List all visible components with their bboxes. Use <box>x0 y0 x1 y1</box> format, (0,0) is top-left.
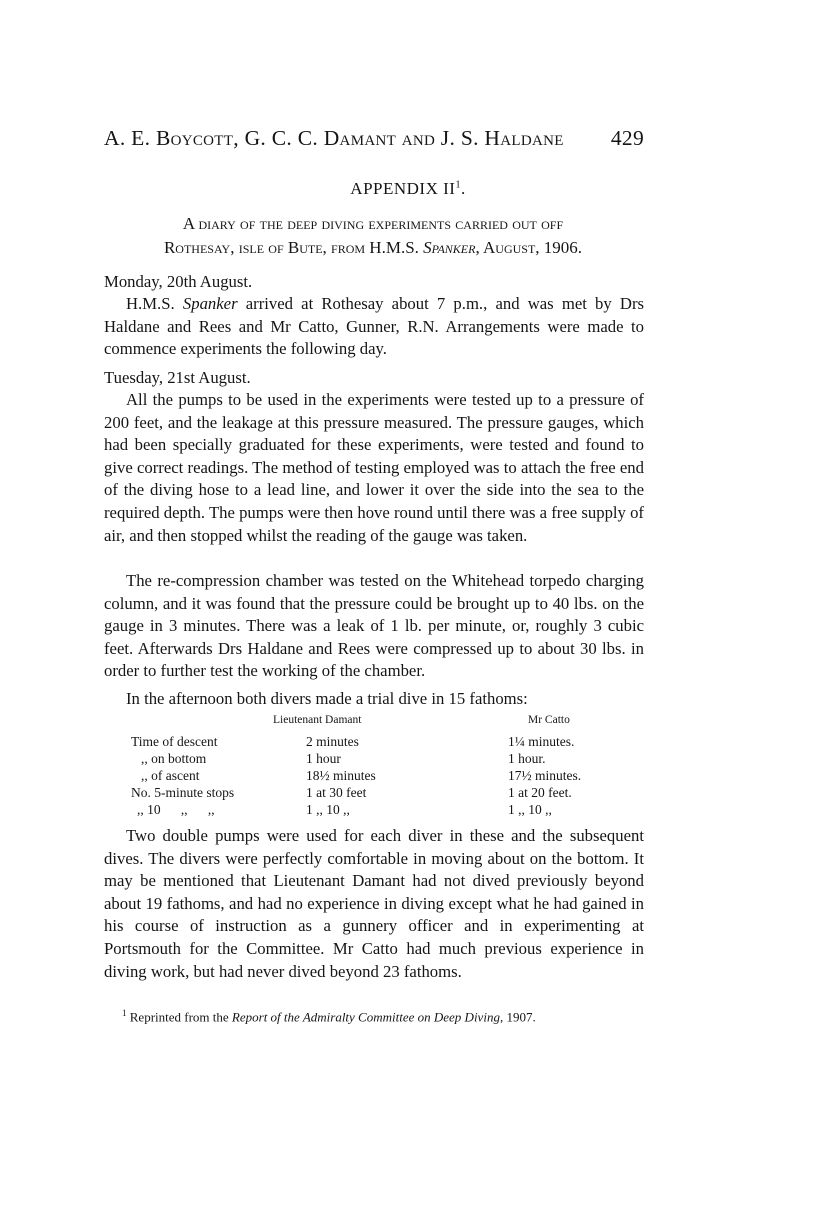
monday-text-prefix: H.M.S. <box>126 294 183 313</box>
diary-title-ship: Spanker <box>423 238 476 257</box>
catto-value: 17½ minutes. <box>508 768 582 783</box>
damant-value: 1 hour <box>306 751 341 766</box>
catto-value: 1 hour. <box>508 751 546 766</box>
appendix-title: APPENDIX $II^1$. <box>350 179 466 198</box>
running-head-authors: A. E. Boycott, G. C. C. Damant and J. S. Haldane <box>104 126 564 150</box>
monday-ship: Spanker <box>182 294 238 313</box>
diary-title <box>104 212 642 260</box>
tuesday-paragraph-1: All the pumps to be used in the experiments were tested up to a pressure of 200 feet, and the leakage at this pressure measured. The pressure gauges, which had been specially graduated for these experiments, were tested and found to give correct readings. The method of testing employed was to attach the free end of the diving hose to a lead line, and lower it over the side into the sea to the required depth. The pumps were then hove round until there was a free supply of air, and then stopped whilst the reading of the gauge was taken. <box>104 390 644 545</box>
monday-paragraph <box>104 293 644 361</box>
monday-date: Monday, 20th August. <box>104 272 253 291</box>
column-header-damant: Lieutenant Damant <box>273 714 362 726</box>
table-row <box>131 734 651 751</box>
damant-value: 18½ minutes <box>306 768 376 783</box>
appendix-title-text: APPENDIX II <box>350 179 456 198</box>
table-row <box>131 768 651 785</box>
row-label: Time of descent <box>131 734 218 749</box>
row-label: No. 5-minute stops <box>131 785 235 800</box>
diary-title-line2 <box>104 236 642 260</box>
row-label: ,, of ascent <box>141 768 200 783</box>
footnote-mark: 1 <box>122 1008 127 1018</box>
monday-text: arrived at Rothesay about 7 p.m., and was met by Drs Haldane and Rees and Mr Catto, Gunner, R.N. Arrangements were made to commence experiments the following day. <box>104 294 644 359</box>
diary-title-line2-a: Rothesay, isle of Bute, from H.M.S. <box>163 238 419 257</box>
damant-value: 2 minutes <box>306 734 359 749</box>
row-label: ,, on bottom <box>141 751 207 766</box>
damant-value: 1 ,, 10 ,, <box>306 802 350 817</box>
row-label: ,, 10 ,, ,, <box>137 802 215 817</box>
running-head <box>104 126 644 154</box>
table-row <box>131 802 651 819</box>
table-row <box>131 751 651 768</box>
footnote-suffix: , 1907. <box>499 1009 536 1025</box>
catto-value: 1 ,, 10 ,, <box>508 802 552 817</box>
page-number: 429 <box>610 126 644 150</box>
diary-title-line1: A diary of the deep diving experiments carried out off <box>182 214 564 233</box>
catto-value: 1 at 20 feet. <box>508 785 572 800</box>
footnote <box>122 1008 536 1025</box>
closing-paragraph: Two double pumps were used for each diver in these and the subsequent dives. The divers were perfectly comfortable in moving about on the bottom. It may be mentioned that Lieutenant Damant had not dived previously beyond about 19 fathoms, and had no experience in diving except what he had gained in his course of instruction as a gunnery officer and in experimenting at Portsmouth for the Committee. Mr Catto had much previous experience in diving work, but had never dived beyond 23 fathoms. <box>104 826 644 981</box>
diary-title-line2-b: , August, 1906. <box>475 238 583 257</box>
tuesday-date: Tuesday, 21st August. <box>104 368 251 387</box>
footnote-prefix: Reprinted from the <box>129 1009 232 1025</box>
table-row <box>131 785 651 802</box>
tuesday-paragraph-2: The re-compression chamber was tested on the Whitehead torpedo charging column, and it was found that the pressure could be brought up to 40 lbs. on the gauge in 3 minutes. There was a leak of 1 lb. per minute, or, roughly 3 cubic feet. Afterwards Drs Haldane and Rees were compressed up to about 30 lbs. in order to further test the working of the chamber. <box>104 571 644 681</box>
footnote-source: Report of the Admiralty Committee on Deep Diving <box>231 1009 500 1025</box>
column-header-catto: Mr Catto <box>528 714 570 726</box>
damant-value: 1 at 30 feet <box>306 785 367 800</box>
tuesday-paragraph-3: In the afternoon both divers made a trial dive in 15 fathoms: <box>126 689 528 708</box>
catto-value: 1¼ minutes. <box>508 734 575 749</box>
appendix-footnote-mark: 1 <box>455 179 461 191</box>
